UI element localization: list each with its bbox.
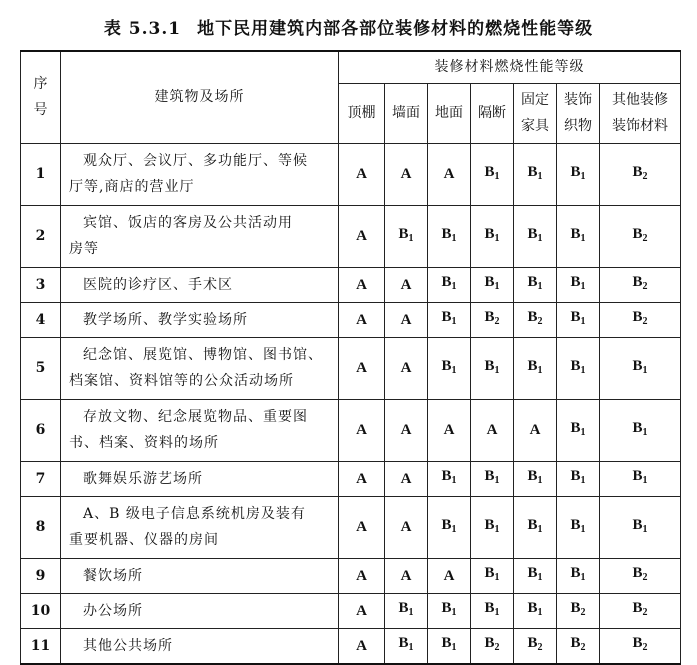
grade-cell: $B_2$ — [600, 558, 681, 593]
grade-cell: $B_2$ — [600, 267, 681, 302]
grade-cell: A — [339, 205, 385, 267]
row-place: 宾馆、饭店的客房及公共活动用 房等 — [61, 205, 339, 267]
grade-cell: $B_1$ — [557, 143, 600, 205]
grade-cell: $B_1$ — [471, 461, 514, 496]
row-place: 存放文物、纪念展览物品、重要图 书、档案、资料的场所 — [61, 399, 339, 461]
row-place: 办公场所 — [61, 593, 339, 628]
table-number: 表 5.3.1 — [103, 19, 182, 39]
grade-cell: $B_2$ — [600, 205, 681, 267]
header-col-1: 墙面 — [385, 83, 428, 143]
table-row — [21, 558, 681, 593]
grade-cell: A — [385, 302, 428, 337]
row-index: 8 — [21, 496, 61, 558]
grade-cell: $B_1$ — [557, 302, 600, 337]
grade-cell: A — [385, 143, 428, 205]
row-place: 医院的诊疗区、手术区 — [61, 267, 339, 302]
header-col-5: 装饰 织物 — [557, 83, 600, 143]
table-row — [21, 143, 681, 205]
grade-cell: A — [339, 267, 385, 302]
grade-cell: $B_1$ — [471, 205, 514, 267]
grade-cell: $B_1$ — [514, 496, 557, 558]
row-index: 7 — [21, 461, 61, 496]
grade-cell: $B_2$ — [557, 628, 600, 664]
grade-cell: $B_1$ — [471, 143, 514, 205]
grade-cell: A — [385, 496, 428, 558]
grade-cell: $B_1$ — [557, 558, 600, 593]
grade-cell: $B_2$ — [600, 143, 681, 205]
table-row — [21, 461, 681, 496]
header-index: 序 号 — [21, 51, 61, 143]
grade-cell: A — [339, 143, 385, 205]
row-place: 教学场所、教学实验场所 — [61, 302, 339, 337]
row-place: 餐饮场所 — [61, 558, 339, 593]
table-row — [21, 399, 681, 461]
grade-cell: $B_2$ — [600, 302, 681, 337]
grade-cell: $B_1$ — [600, 461, 681, 496]
row-place: 观众厅、会议厅、多功能厅、等候 厅等,商店的营业厅 — [61, 143, 339, 205]
grade-cell: A — [471, 399, 514, 461]
table-row — [21, 593, 681, 628]
header-col-3: 隔断 — [471, 83, 514, 143]
table-row — [21, 205, 681, 267]
grade-cell: $B_1$ — [514, 558, 557, 593]
grade-cell: $B_2$ — [557, 593, 600, 628]
grade-cell: $B_2$ — [471, 628, 514, 664]
grade-cell: $B_1$ — [514, 143, 557, 205]
header-grade-group: 装修材料燃烧性能等级 — [339, 51, 681, 83]
grade-cell: $B_1$ — [471, 593, 514, 628]
grade-cell: A — [339, 628, 385, 664]
grade-cell: A — [385, 267, 428, 302]
row-index: 2 — [21, 205, 61, 267]
grade-cell: A — [428, 558, 471, 593]
grade-cell: $B_1$ — [600, 337, 681, 399]
grade-cell: $B_2$ — [471, 302, 514, 337]
grade-cell: A — [339, 558, 385, 593]
grade-cell: $B_1$ — [428, 302, 471, 337]
grade-cell: $B_1$ — [557, 267, 600, 302]
grade-cell: $B_1$ — [514, 267, 557, 302]
row-index: 1 — [21, 143, 61, 205]
grade-cell: $B_1$ — [557, 337, 600, 399]
grade-cell: $B_1$ — [428, 628, 471, 664]
grade-cell: A — [339, 337, 385, 399]
grade-cell: A — [514, 399, 557, 461]
grade-cell: $B_1$ — [557, 399, 600, 461]
grade-cell: $B_1$ — [428, 461, 471, 496]
grade-cell: $B_1$ — [385, 593, 428, 628]
grade-cell: A — [339, 399, 385, 461]
header-col-6: 其他装修 装饰材料 — [600, 83, 681, 143]
grade-cell: $B_1$ — [385, 205, 428, 267]
row-place: 纪念馆、展览馆、博物馆、图书馆、 档案馆、资料馆等的公众活动场所 — [61, 337, 339, 399]
row-index: 9 — [21, 558, 61, 593]
grade-cell: $B_2$ — [514, 628, 557, 664]
grade-cell: $B_2$ — [600, 628, 681, 664]
row-index: 11 — [21, 628, 61, 664]
row-index: 10 — [21, 593, 61, 628]
table-row — [21, 496, 681, 558]
grade-cell: $B_1$ — [471, 496, 514, 558]
grade-cell: A — [339, 593, 385, 628]
grade-cell: $B_1$ — [557, 205, 600, 267]
grade-cell: A — [428, 399, 471, 461]
header-col-0: 顶棚 — [339, 83, 385, 143]
grade-cell: A — [339, 302, 385, 337]
grade-cell: $B_1$ — [514, 337, 557, 399]
grade-cell: $B_1$ — [514, 205, 557, 267]
fire-rating-table — [20, 50, 681, 665]
grade-cell: $B_1$ — [557, 496, 600, 558]
row-index: 3 — [21, 267, 61, 302]
grade-cell: $B_1$ — [557, 461, 600, 496]
table-row — [21, 628, 681, 664]
header-col-4: 固定 家具 — [514, 83, 557, 143]
grade-cell: $B_1$ — [428, 205, 471, 267]
grade-cell: $B_2$ — [600, 593, 681, 628]
grade-cell: $B_1$ — [428, 267, 471, 302]
grade-cell: $B_1$ — [471, 558, 514, 593]
table-row — [21, 337, 681, 399]
grade-cell: $B_1$ — [428, 593, 471, 628]
table-row — [21, 302, 681, 337]
table-title — [0, 14, 697, 39]
row-index: 4 — [21, 302, 61, 337]
row-index: 6 — [21, 399, 61, 461]
grade-cell: A — [385, 558, 428, 593]
grade-cell: A — [339, 461, 385, 496]
grade-cell: $B_1$ — [514, 461, 557, 496]
grade-cell: A — [385, 461, 428, 496]
grade-cell: $B_2$ — [514, 302, 557, 337]
grade-cell: $B_1$ — [471, 267, 514, 302]
header-col-2: 地面 — [428, 83, 471, 143]
row-place: 其他公共场所 — [61, 628, 339, 664]
grade-cell: $B_1$ — [600, 399, 681, 461]
grade-cell: A — [428, 143, 471, 205]
grade-cell: $B_1$ — [514, 593, 557, 628]
grade-cell: A — [385, 399, 428, 461]
grade-cell: $B_1$ — [428, 496, 471, 558]
row-place: A、B 级电子信息系统机房及装有 重要机器、仪器的房间 — [61, 496, 339, 558]
grade-cell: $B_1$ — [385, 628, 428, 664]
grade-cell: A — [339, 496, 385, 558]
grade-cell: $B_1$ — [600, 496, 681, 558]
table-caption: 地下民用建筑内部各部位装修材料的燃烧性能等级 — [197, 19, 594, 39]
row-place: 歌舞娱乐游艺场所 — [61, 461, 339, 496]
grade-cell: A — [385, 337, 428, 399]
grade-cell: $B_1$ — [471, 337, 514, 399]
grade-cell: $B_1$ — [428, 337, 471, 399]
row-index: 5 — [21, 337, 61, 399]
header-place: 建筑物及场所 — [61, 51, 339, 143]
table-row — [21, 267, 681, 302]
